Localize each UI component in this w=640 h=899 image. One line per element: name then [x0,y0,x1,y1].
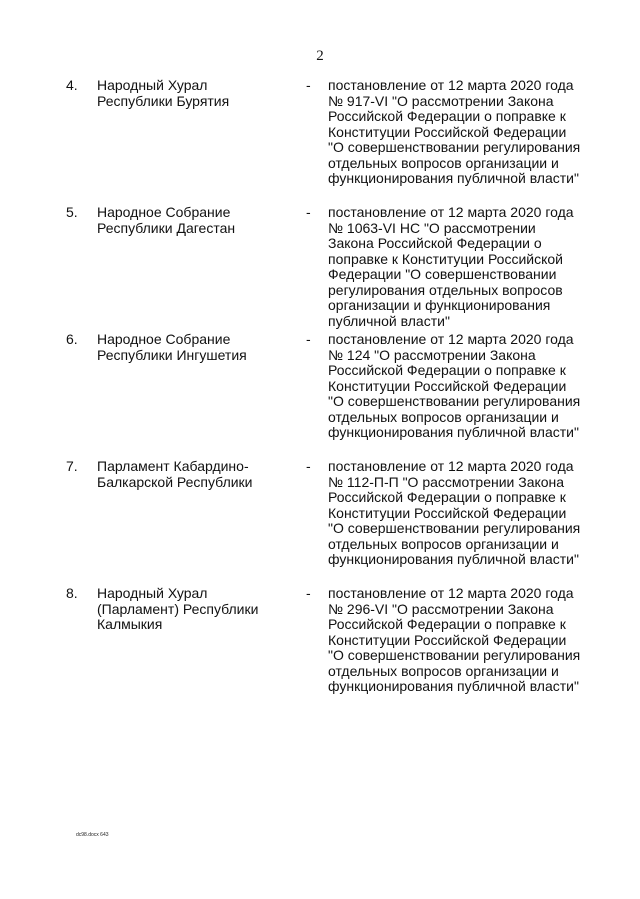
entry-dash: - [306,458,311,474]
list-item [0,459,640,586]
entry-dash: - [306,77,311,93]
entry-number: 8. [66,585,78,601]
entries-list [0,78,640,713]
list-item [0,332,640,459]
entry-organization: Народное Собрание Республики Ингушетия [97,331,247,363]
page-number: 2 [316,48,324,64]
entry-number: 6. [66,331,78,347]
entry-description: постановление от 12 марта 2020 года № 112-П-П "О рассмотрении Закона Российской Федерации о поправке к Конституции Российской Федерации "О совершенствовании регулирования отдельных вопросов организации и функционирования публичной власти" [328,458,581,567]
list-item [0,586,640,713]
entry-dash: - [306,331,311,347]
entry-number: 7. [66,458,78,474]
entry-number: 4. [66,77,78,93]
entry-description: постановление от 12 марта 2020 года № 1063-VI НС "О рассмотрении Закона Российской Федерации о поправке к Конституции Российской Федерации "О совершенствовании регулирования отдельных вопросов организации и функционирования публичной власти" [328,204,574,329]
entry-description: постановление от 12 марта 2020 года № 124 "О рассмотрении Закона Российской Федерации о поправке к Конституции Российской Федерации "О совершенствовании регулирования отдельных вопросов организации и функционирования публичной власти" [328,331,581,440]
list-item [0,205,640,332]
entry-dash: - [306,585,311,601]
entry-organization: Народный Хурал Республики Бурятия [97,77,230,109]
entry-description: постановление от 12 марта 2020 года № 296-VI "О рассмотрении Закона Российской Федерации о поправке к Конституции Российской Федерации "О совершенствовании регулирования отдельных вопросов организации и функционирования публичной власти" [328,585,581,694]
entry-dash: - [306,204,311,220]
entry-organization: Парламент Кабардино- Балкарской Республики [97,458,253,490]
entry-number: 5. [66,204,78,220]
entry-organization: Народное Собрание Республики Дагестан [97,204,236,236]
list-item [0,78,640,205]
entry-description: постановление от 12 марта 2020 года № 917-VI "О рассмотрении Закона Российской Федерации о поправке к Конституции Российской Федерации "О совершенствовании регулирования отдельных вопросов организации и функционирования публичной власти" [328,77,581,186]
footer-file-label: dc98.docx 643 [76,832,109,838]
entry-organization: Народный Хурал (Парламент) Республики Калмыкия [97,585,259,632]
